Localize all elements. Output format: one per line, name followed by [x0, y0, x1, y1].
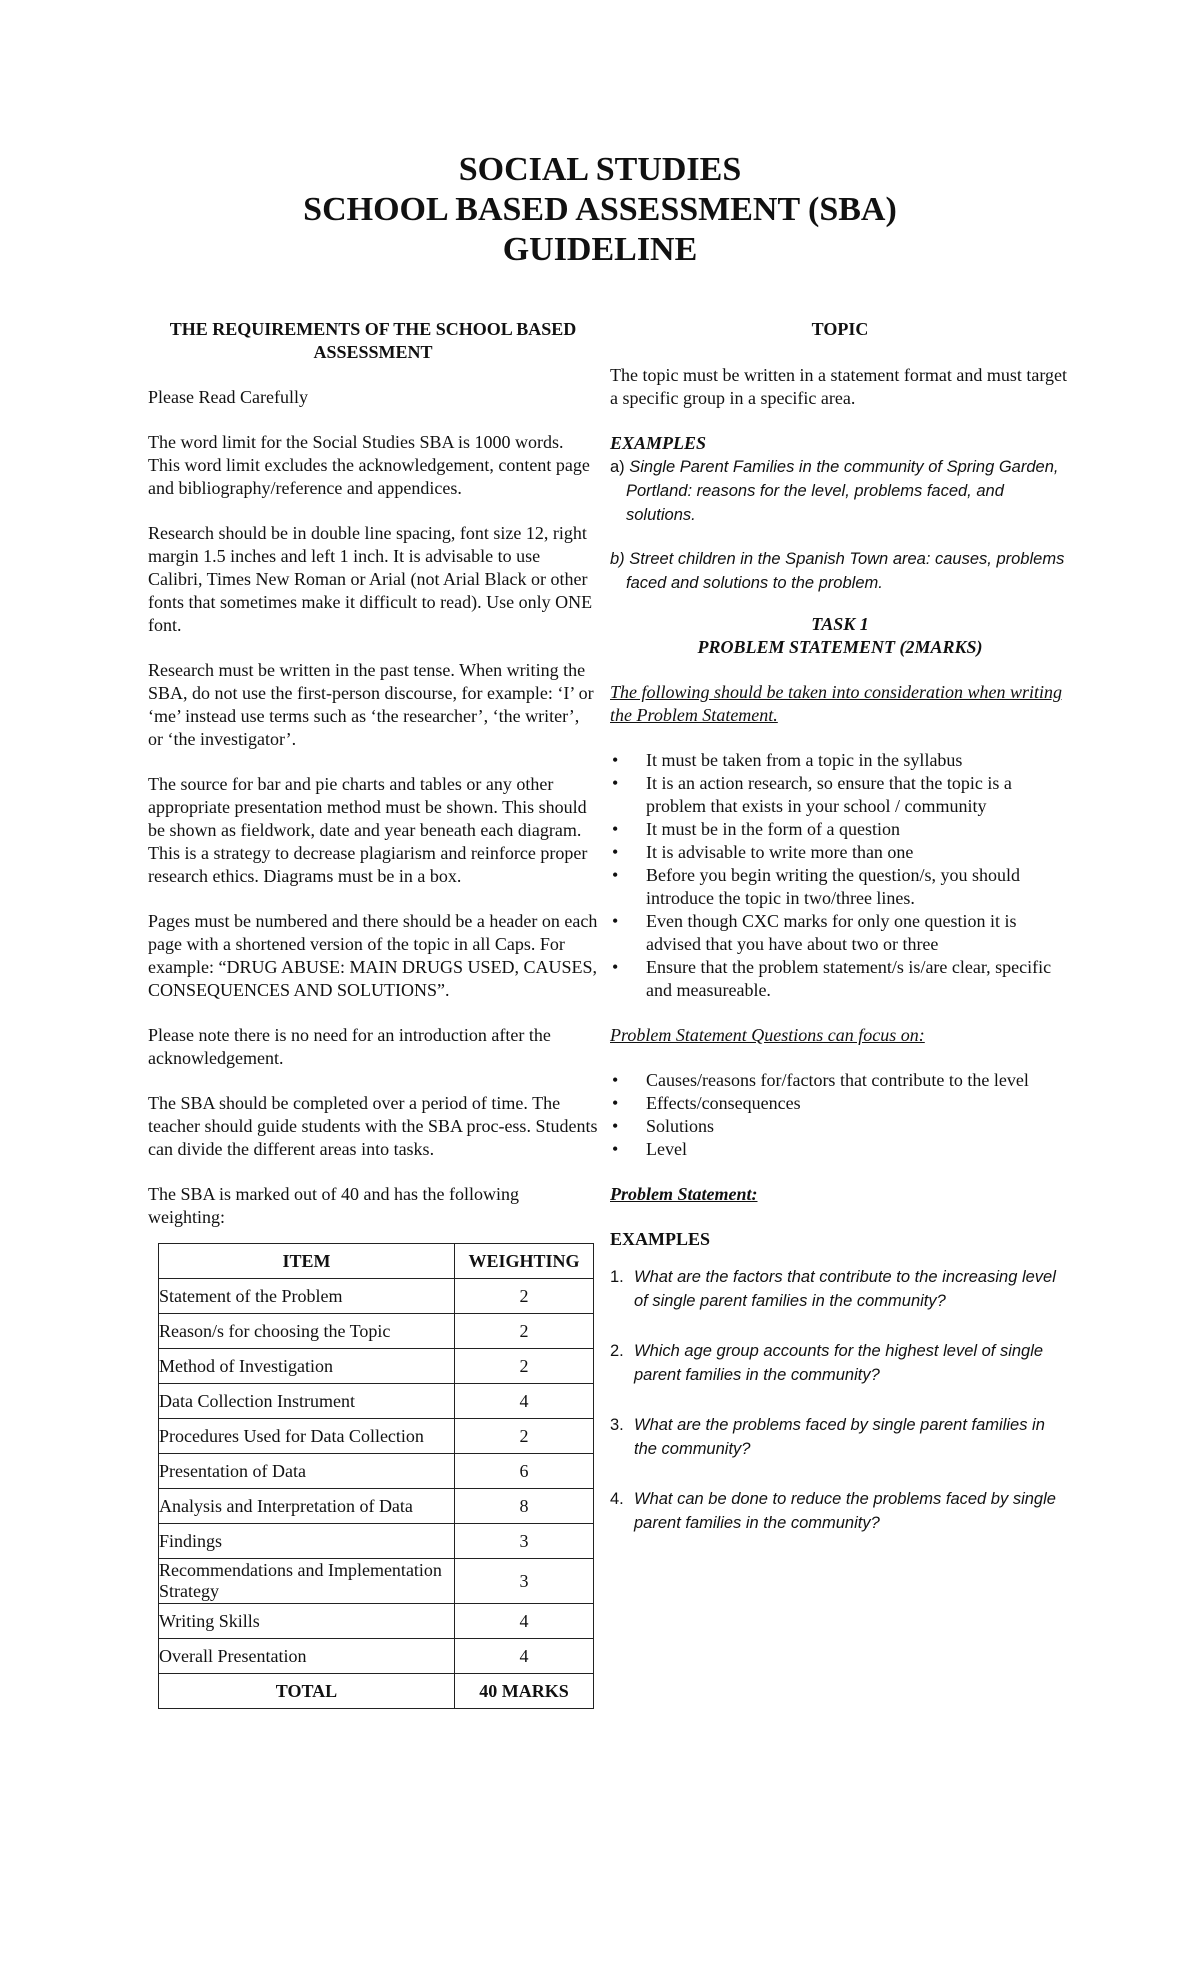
title-line-3: GUIDELINE	[502, 231, 698, 268]
title-line-1: SOCIAL STUDIES	[458, 151, 742, 188]
right-column	[610, 318, 1070, 1561]
paragraph-sources: The source for bar and pie charts and tables or any other appropriate presentation method must be shown. This should be shown as fieldwork, date and year beneath each diagram. This is a strategy to decrease plagiarism and reinforce proper research ethics. Diagrams must be in a box.	[148, 774, 588, 886]
focus-heading: Problem Statement Questions can focus on:	[610, 1025, 925, 1045]
list-item: • It is an action research, so ensure that the topic is a problem that exists in your school / community	[610, 772, 1070, 818]
item-cell: Findings	[159, 1524, 455, 1559]
question-number: 3.	[610, 1416, 624, 1434]
task-heading: TASK 1	[811, 614, 869, 634]
table-row	[159, 1419, 594, 1454]
table-row	[159, 1349, 594, 1384]
table-row	[159, 1489, 594, 1524]
please-read-note: Please Read Carefully	[148, 387, 308, 407]
examples-heading: EXAMPLES	[610, 433, 707, 453]
weighting-table	[158, 1243, 594, 1709]
table-row	[159, 1384, 594, 1419]
consider-heading: The following should be taken into consideration when writing the Problem Statement.	[610, 682, 1062, 725]
question-text: What are the factors that contribute to the increasing level of single parent families in the community?	[634, 1268, 1056, 1310]
list-item: • Solutions	[610, 1115, 1070, 1138]
question-number: 2.	[610, 1342, 624, 1360]
table-row	[159, 1604, 594, 1639]
list-item	[610, 1487, 1070, 1535]
weight-cell: 2	[454, 1419, 593, 1454]
weight-cell: 6	[454, 1454, 593, 1489]
list-item: • It is advisable to write more than one	[610, 841, 1070, 864]
topic-heading: TOPIC	[811, 319, 869, 339]
item-cell: Presentation of Data	[159, 1454, 455, 1489]
item-cell: Data Collection Instrument	[159, 1384, 455, 1419]
item-cell: Recommendations and Implementation Strategy	[159, 1559, 455, 1604]
example-a	[610, 455, 1070, 527]
question-text: What can be done to reduce the problems faced by single parent families in the community?	[634, 1490, 1056, 1532]
title-line-2: SCHOOL BASED ASSESSMENT (SBA)	[303, 191, 897, 228]
table-header-row	[159, 1244, 594, 1279]
requirements-heading: THE REQUIREMENTS OF THE SCHOOL BASED ASSESSMENT	[169, 319, 577, 362]
paragraph-formatting: Research should be in double line spacing, font size 12, right margin 1.5 inches and left 1 inch. It is advisable to use Calibri, Times New Roman or Arial (not Arial Black or other fonts that sometimes make it difficult to read). Use only ONE font.	[148, 523, 593, 635]
list-item: • Ensure that the problem statement/s is/are clear, specific and measureable.	[610, 956, 1070, 1002]
question-text: What are the problems faced by single parent families in the community?	[634, 1416, 1045, 1458]
list-item	[610, 1339, 1070, 1387]
table-row	[159, 1279, 594, 1314]
paragraph-word-limit: The word limit for the Social Studies SBA is 1000 words. This word limit excludes the acknowledgement, content page and bibliography/reference and appendices.	[148, 432, 590, 498]
question-list	[610, 1265, 1070, 1535]
list-item	[610, 1265, 1070, 1313]
paragraph-page-numbers: Pages must be numbered and there should be a header on each page with a shortened version of the topic in all Caps. For example: “DRUG ABUSE: MAIN DRUGS USED, CAUSES, CONSEQUENCES AND SOLUTIONS”.	[148, 911, 598, 1000]
example-a-text: Single Parent Families in the community of Spring Garden, Portland: reasons for the level, problems faced, and solutions.	[626, 458, 1059, 524]
question-number: 1.	[610, 1268, 624, 1286]
weight-cell: 8	[454, 1489, 593, 1524]
ps-examples-heading: EXAMPLES	[610, 1229, 711, 1249]
paragraph-weighting: The SBA is marked out of 40 and has the following weighting:	[148, 1184, 519, 1227]
column-header-weighting: WEIGHTING	[454, 1244, 593, 1279]
weight-cell: 3	[454, 1524, 593, 1559]
list-item: • Even though CXC marks for only one question it is advised that you have about two or three	[610, 910, 1070, 956]
weight-cell: 2	[454, 1314, 593, 1349]
item-cell: Reason/s for choosing the Topic	[159, 1314, 455, 1349]
table-row	[159, 1454, 594, 1489]
weight-cell: 4	[454, 1604, 593, 1639]
item-cell: Procedures Used for Data Collection	[159, 1419, 455, 1454]
item-cell: Method of Investigation	[159, 1349, 455, 1384]
item-cell: Overall Presentation	[159, 1639, 455, 1674]
table-total-row	[159, 1674, 594, 1709]
paragraph-introduction: Please note there is no need for an introduction after the acknowledgement.	[148, 1025, 551, 1068]
paragraph-completion: The SBA should be completed over a period of time. The teacher should guide students with the SBA proc-ess. Students can divide the different areas into tasks.	[148, 1093, 598, 1159]
question-text: Which age group accounts for the highest level of single parent families in the community?	[634, 1342, 1044, 1384]
total-value: 40 MARKS	[454, 1674, 593, 1709]
weight-cell: 4	[454, 1384, 593, 1419]
example-b	[610, 547, 1070, 595]
consider-list	[610, 749, 1070, 1002]
weight-cell: 4	[454, 1639, 593, 1674]
list-item: • Before you begin writing the question/s, you should introduce the topic in two/three lines.	[610, 864, 1070, 910]
question-number: 4.	[610, 1490, 624, 1508]
list-item: • Causes/reasons for/factors that contribute to the level	[610, 1069, 1070, 1092]
table-row	[159, 1639, 594, 1674]
task-subheading: PROBLEM STATEMENT (2MARKS)	[697, 637, 983, 657]
list-item: • It must be in the form of a question	[610, 818, 1070, 841]
item-cell: Writing Skills	[159, 1604, 455, 1639]
left-column	[148, 318, 598, 1709]
document-title	[0, 150, 1200, 270]
paragraph-tense: Research must be written in the past tense. When writing the SBA, do not use the first-person discourse, for example: ‘I’ or ‘me’ instead use terms such as ‘the researcher’, ‘the writer’, or ‘the investigator’.	[148, 660, 594, 749]
example-b-text: Street children in the Spanish Town area: causes, problems faced and solutions to the problem.	[626, 550, 1065, 592]
item-cell: Statement of the Problem	[159, 1279, 455, 1314]
weight-cell: 2	[454, 1279, 593, 1314]
weight-cell: 2	[454, 1349, 593, 1384]
focus-list	[610, 1069, 1070, 1161]
table-row	[159, 1524, 594, 1559]
example-b-label: b)	[610, 550, 625, 568]
column-header-item: ITEM	[159, 1244, 455, 1279]
list-item: • Effects/consequences	[610, 1092, 1070, 1115]
total-label: TOTAL	[159, 1674, 455, 1709]
item-cell: Analysis and Interpretation of Data	[159, 1489, 455, 1524]
problem-statement-heading: Problem Statement:	[610, 1184, 758, 1204]
table-row	[159, 1314, 594, 1349]
table-row	[159, 1559, 594, 1604]
example-a-label: a)	[610, 458, 625, 476]
weight-cell: 3	[454, 1559, 593, 1604]
list-item: • It must be taken from a topic in the syllabus	[610, 749, 1070, 772]
list-item	[610, 1413, 1070, 1461]
topic-text: The topic must be written in a statement format and must target a specific group in a specific area.	[610, 365, 1068, 408]
list-item: • Level	[610, 1138, 1070, 1161]
